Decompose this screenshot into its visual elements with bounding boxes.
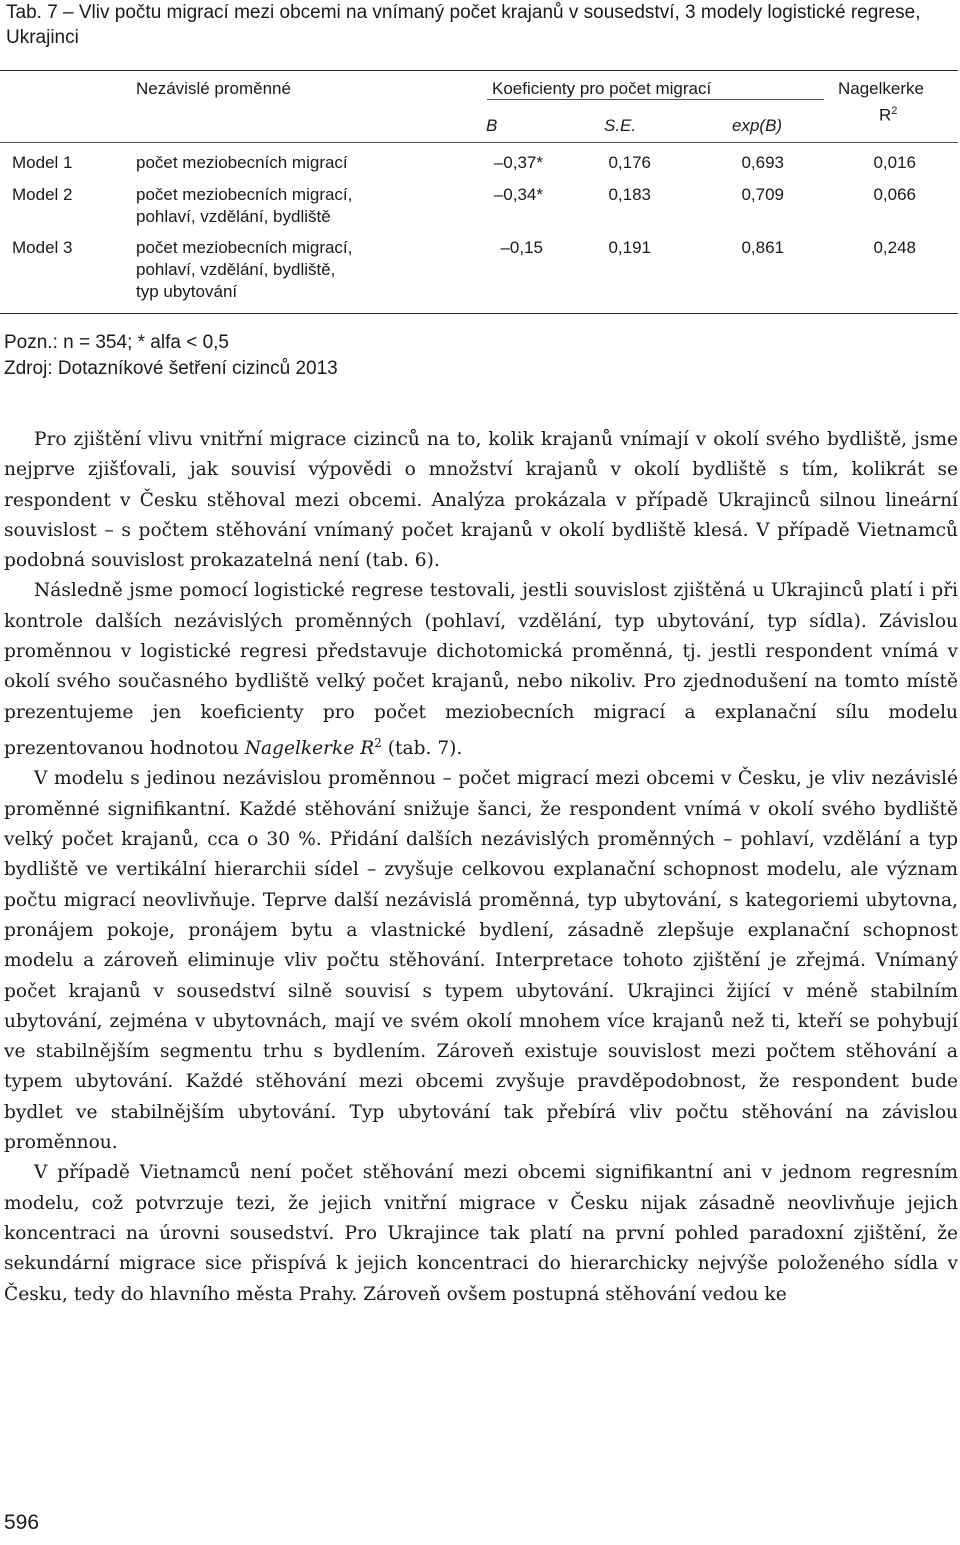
table-note: Pozn.: n = 354; * alfa < 0,5 xyxy=(4,332,229,353)
row-variables: počet meziobecních migrací, xyxy=(136,185,353,204)
table-bottom-rule xyxy=(0,313,958,314)
header-r-squared: $R^2$ xyxy=(879,105,898,125)
row-variables: počet meziobecních migrací, xyxy=(136,238,353,257)
cell-r2: 0,016 xyxy=(873,153,916,172)
body-text xyxy=(4,425,958,1310)
row-model-label: Model 3 xyxy=(12,238,73,257)
row-model-label: Model 2 xyxy=(12,185,73,204)
paragraph: Pro zjištění vlivu vnitřní migrace cizinců na to, kolik krajanů vnímají v okolí svého bydliště, jsme nejprve zjišťovali, jak souvisí výpovědi o množství krajanů v okolí bydliště s tím, kolikrát se respondent v Česku stěhoval mezi obcemi. Analýza prokázala v případě Ukrajinců silnou lineární souvislost – s počtem stěhování vnímaný počet krajanů v okolí bydliště klesá. V případě Vietnamců podobná souvislost prokazatelná není (tab. 6). xyxy=(4,429,958,572)
paragraph: V modelu s jedinou nezávislou proměnnou – počet migrací mezi obcemi v Česku, je vliv nezávislé proměnné signifikantní. Každé stěhování snižuje šanci, že respondent vnímá v okolí svého bydliště velký počet krajanů, cca o 30 %. Přidání dalších nezávislých proměnných – pohlaví, vzdělání a typ bydliště ve vertikální hierarchii sídel – zvyšuje celkovou explanační schopnost modelu, ale význam počtu migrací neovlivňuje. Teprve další nezávislá proměnná, typ ubytování, s kategoriemi ubytovna, pronájem pokoje, pronájem bytu a vlastnické bydlení, zásadně zlepšuje explanační schopnost modelu a zároveň eliminuje vliv počtu stěhování. Interpretace tohoto zjištění je zřejmá. Vnímaný počet krajanů v sousedství silně souvisí s typem ubytování. Ukrajinci žijící v méně stabilním ubytování, zejména v ubytovnách, mají ve svém okolí mnohem více krajanů než ti, kteří se pohybují ve stabilnějším segmentu trhu s bydlením. Zároveň existuje souvislost mezi počtem stěhování a typem ubytování. Každé stěhování mezi obcemi zvyšuje pravděpodobnost, že respondent bude bydlet ve stabilnějším ubytování. Typ ubytování tak přebírá vliv počtu stěhování na závislou proměnnou. xyxy=(4,768,958,1154)
cell-expb: 0,709 xyxy=(741,185,784,204)
paragraph: Následně jsme pomocí logistické regrese testovali, jestli souvislost zjištěná u Ukrajinců platí i při kontrole dalších nezávislých proměnných (pohlaví, vzdělání, typ ubytování, typ sídla). Závislou proměnnou v logistické regresi představuje dichotomická proměnná, tj. jestli respondent vnímá v okolí svého současného bydliště velký počet krajanů, nebo nikoliv. Pro zjednodušení na tomto místě prezentujeme jen koeficienty pro počet meziobecních migrací a explanační sílu modelu prezentovanou hodnotou Nagelkerke $R^2$ (tab. 7). xyxy=(4,580,958,760)
nagelkerke-term: Nagelkerke R xyxy=(244,738,375,760)
cell-expb: 0,693 xyxy=(741,153,784,172)
header-se: S.E. xyxy=(604,116,637,135)
cell-se: 0,191 xyxy=(608,238,651,257)
cell-b: –0,34* xyxy=(493,185,543,204)
cell-se: 0,176 xyxy=(608,153,651,172)
cell-b: –0,37* xyxy=(493,153,543,172)
header-bottom-rule xyxy=(0,142,958,143)
header-nagelkerke: Nagelkerke xyxy=(838,79,924,98)
paragraph: V případě Vietnamců není počet stěhování mezi obcemi signifikantní ani v jednom regresním modelu, což potvrzuje tezi, že jejich vnitřní migrace v Česku nijak zásadně neovlivňuje jejich koncentraci na úrovni sousedství. Pro Ukrajince tak platí na první pohled paradoxní zjištění, že sekundární migrace sice přispívá k jejich koncentraci do hierarchicky nejvýše položeného sídla v Česku, tedy do hlavního města Prahy. Zároveň ovšem postupná stěhování vedou ke xyxy=(4,1162,958,1305)
header-b: B xyxy=(486,116,498,135)
cell-b: –0,15 xyxy=(500,238,543,257)
regression-table xyxy=(0,70,960,314)
row-variables: typ ubytování xyxy=(136,282,238,301)
header-independent-variables: Nezávislé proměnné xyxy=(136,79,291,98)
row-variables: pohlaví, vzdělání, bydliště, xyxy=(136,260,336,279)
cell-r2: 0,248 xyxy=(873,238,916,257)
row-variables: pohlaví, vzdělání, bydliště xyxy=(136,207,331,226)
cell-expb: 0,861 xyxy=(741,238,784,257)
table-source: Zdroj: Dotazníkové šetření cizinců 2013 xyxy=(4,358,338,379)
cell-se: 0,183 xyxy=(608,185,651,204)
page-number: 596 xyxy=(4,1511,40,1534)
row-variables: počet meziobecních migrací xyxy=(136,153,348,172)
table-top-rule xyxy=(0,70,958,71)
header-expb: exp(B) xyxy=(732,116,783,135)
cell-r2: 0,066 xyxy=(873,185,916,204)
table-caption: Tab. 7 – Vliv počtu migrací mezi obcemi na vnímaný počet krajanů v sousedství, 3 modely logistické regrese, Ukrajinci xyxy=(6,2,921,48)
header-coefficients: Koeficienty pro počet migrací xyxy=(492,79,712,98)
row-model-label: Model 1 xyxy=(12,153,73,172)
